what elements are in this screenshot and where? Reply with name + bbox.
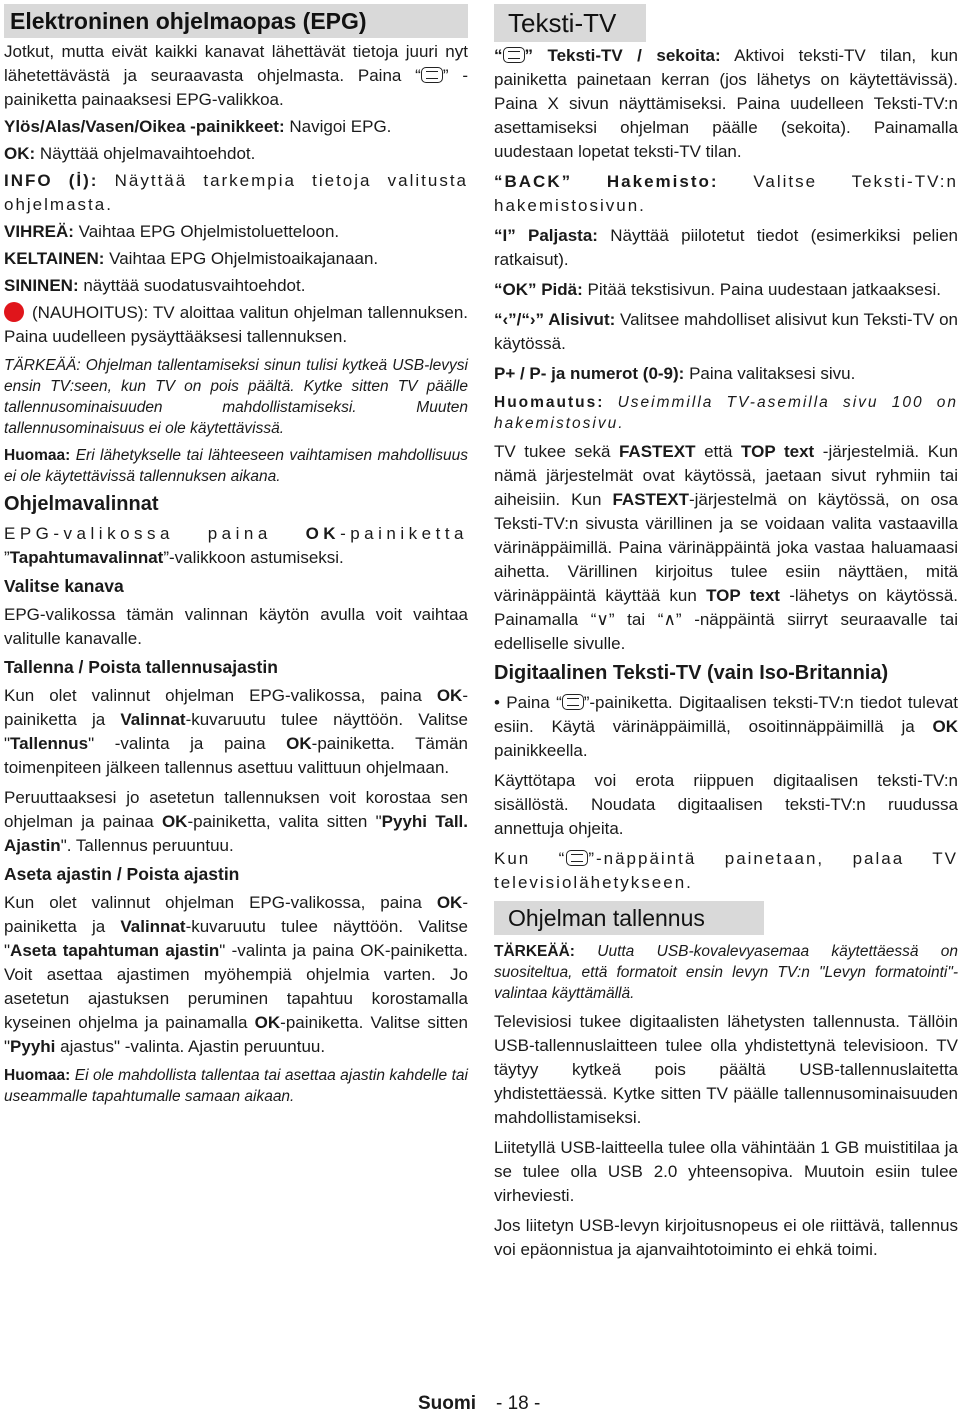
epg-blue-key: SININEN: näyttää suodatusvaihtoehdot. (4, 276, 306, 295)
recording-text-3: Jos liitetyn USB-levyn kirjoitusnopeus ei ole riittävä, tallennus voi epäonnistua ja ajanvaihtotoiminto ei ehkä toimi. (494, 1216, 958, 1259)
record-icon (4, 302, 24, 322)
teletext-page-keys: P+ / P- ja numerot (0-9): Paina valitaksesi sivu. (494, 364, 856, 383)
tallenna-text-1: Kun olet valinnut ohjelman EPG-valikossa, paina OK-painiketta ja Valinnat-kuvaruutu tulee näyttöön. Valitse "Tallennus" -valinta ja paina OK-painiketta. Tämän toimenpiteen jälkeen tallennus asettuu valittuun ohjelmaan. (4, 686, 469, 777)
digital-text-1: • Paina “ ”-painiketta. Digitaalisen teksti-TV:n tiedot tulevat esiin. Käytä värinäppäimillä, osoitinnäppäimillä ja OK painikkeella. (494, 693, 958, 760)
heading-tallenna: Tallenna / Poista tallennusajastin (4, 657, 278, 677)
epg-guide-icon (421, 67, 443, 83)
valitse-text: EPG-valikossa tämän valinnan käytön avulla voit vaihtaa valitulle kanavalle. (4, 605, 468, 648)
note-timer: Huomaa: Ei ole mahdollista tallentaa tai asettaa ajastin kahdelle tai useammalle tapahtumalle samaan aikaan. (4, 1067, 468, 1105)
teletext-hold-key: “OK” Pidä: Pitää tekstisivun. Paina uudestaan jatkaaksesi. (494, 280, 941, 299)
fastext-text: TV tukee sekä FASTEXT että TOP text -järjestelmiä. Kun nämä järjestelmät ovat käytössä, jaetaan sivut ryhmiin tai aiheisiin. Kun FASTEXT-järjestelmä on käytössä, on osa Teksti-TV:n sivusta värillinen ja se voidaan valita vastaavilla värinäppäimillä. Paina värinäppäintä joka vastaa haluamaasi aihetta. Värillinen kirjoitus tulee esiin näyttäen, mitä värinäppäintä käyttää kun TOP text -lähetys on käytössä. Painamalla “∨” tai “∧” -näppäintä siirryt seuraavalle tai edelliselle sivulle. (494, 442, 959, 653)
heading-digital-teletext: Digitaalinen Teksti-TV (vain Iso-Britannia) (494, 662, 889, 684)
teletext-mix-key: “ ” Teksti-TV / sekoita: Aktivoi teksti-TV tilan, kun painiketta painetaan kerran (jos lähetys on käytettävissä). Paina X sivun näyttämiseksi. Paina uudelleen Teksti-TV:n asettamiseksi ohjelman päälle (sekoita). Painamalla uudestaan lopetat teksti-TV tilan. (494, 46, 958, 161)
heading-ohjelmavalinnat: Ohjelmavalinnat (4, 493, 159, 515)
teletext-note: Huomautus: Useimmilla TV-asemilla sivu 100 on hakemistosivu. (494, 394, 958, 432)
note-source-switch: Huomaa: Eri lähetykselle tai lähteeseen vaihtamisen mahdollisuus ei ole käytettävissä tallennuksen aikana. (4, 447, 468, 485)
recording-important-note: TÄRKEÄÄ: Uutta USB-kovalevyasemaa käytettäessä on suositeltua, että formatoit ensin levyn TV:n "Levyn formatointi"-valintaa käyttämällä. (494, 943, 958, 1002)
teletext-reveal-key: “I” Paljasta: Näyttää piilotetut tiedot (esimerkiksi pelien ratkaisut). (494, 226, 959, 269)
recording-text-2: Liitetyllä USB-laitteella tulee olla vähintään 1 GB muistitilaa ja se tulee olla USB 2.0 yhteensopiva. Muutoin esiin tulee virheviesti. (494, 1138, 958, 1205)
recording-section-title: Ohjelman tallennus (494, 901, 764, 935)
epg-record-key: (NAUHOITUS): TV aloittaa valitun ohjelman tallennuksen. Paina uudelleen pysäyttääksesi tallennuksen. (4, 303, 468, 346)
epg-intro: Jotkut, mutta eivät kaikki kanavat lähettävät tietoja juuri nyt lähetettävästä ja seuraavasta ohjelmasta. Paina “ ” -painiketta painaaksesi EPG-valikkoa. (4, 42, 468, 109)
teletext-icon (566, 850, 588, 866)
tallenna-text-2: Peruuttaaksesi jo asetetun tallennuksen voit korostaa sen ohjelman ja painaa OK-painiketta, valita sitten "Pyyhi Tall. Ajastin". Tallennus peruuntuu. (4, 788, 468, 855)
right-column (494, 0, 958, 1268)
footer-language: Suomi (418, 1393, 477, 1414)
footer-page-number: - 18 - (496, 1393, 541, 1414)
teletext-subpages-key: “‹”/“›” Alisivut: Valitsee mahdolliset alisivut kun Teksti-TV on käytössä. (494, 310, 958, 353)
epg-info-key: INFO (İ): Näyttää tarkempia tietoja valitusta ohjelmasta. (4, 171, 468, 214)
teletext-icon (503, 47, 525, 63)
heading-aseta-ajastin: Aseta ajastin / Poista ajastin (4, 864, 240, 884)
epg-ok-key: OK: Näyttää ohjelmavaihtoehdot. (4, 144, 256, 163)
epg-yellow-key: KELTAINEN: Vaihtaa EPG Ohjelmistoaikajanaan. (4, 249, 379, 268)
left-column (4, 0, 468, 1113)
epg-green-key: VIHREÄ: Vaihtaa EPG Ohjelmistoluetteloon. (4, 222, 340, 241)
aseta-text: Kun olet valinnut ohjelman EPG-valikossa, paina OK-painiketta ja Valinnat-kuvaruutu tulee näyttöön. Valitse "Aseta tapahtuman ajastin" -valinta ja paina OK-painiketta. Voit asettaa ajastimen myöhempiä ohjelmia varten. Jo asetetun ajastuksen peruminen tapahtuu korostamalla kyseinen ohjelma ja painamalla OK-painiketta. Valitse sitten "Pyyhi ajastus" -valinta. Ajastin peruuntuu. (4, 893, 468, 1056)
teletext-icon (562, 694, 584, 710)
teletext-back-key: “BACK” Hakemisto: Valitse Teksti-TV:n hakemistosivun. (494, 172, 958, 215)
epg-nav-keys: Ylös/Alas/Vasen/Oikea -painikkeet: Navigoi EPG. (4, 117, 392, 136)
digital-text-2: Käyttötapa voi erota riippuen digitaalisen teksti-TV:n sisällöstä. Noudata digitaalisen teksti-TV:n ruudussa annettuja ohjeita. (494, 771, 958, 838)
important-note: TÄRKEÄÄ: Ohjelman tallentamiseksi sinun tulisi kytkeä USB-levysi ensin TV:seen, kun TV on pois päältä. Kytke sitten TV päälle tallennusominaisuuden mahdollistamiseksi. Muuten tallennusominaisuus ei ole käytettävissä. (4, 357, 468, 437)
epg-section-title: Elektroninen ohjelmaopas (EPG) (4, 4, 468, 38)
heading-valitse-kanava: Valitse kanava (4, 576, 124, 596)
epg-options-text: EPG-valikossa paina OK-painiketta ”Tapahtumavalinnat”-valikkoon astumiseksi. (4, 524, 468, 567)
recording-text-1: Televisiosi tukee digitaalisten lähetysten tallennusta. Tällöin USB-tallennuslaitteen tulee olla yhdistettynä televisioon. TV täytyy kytkeä pois päältä USB-tallennuslaitetta yhdistettäessä. Kytke sitten TV päälle tallennusominaisuuden mahdollistamiseksi. (494, 1012, 958, 1127)
digital-text-3: Kun “ ”-näppäintä painetaan, palaa TV televisiolähetykseen. (494, 849, 958, 892)
teletext-section-title: Teksti-TV (494, 4, 646, 42)
